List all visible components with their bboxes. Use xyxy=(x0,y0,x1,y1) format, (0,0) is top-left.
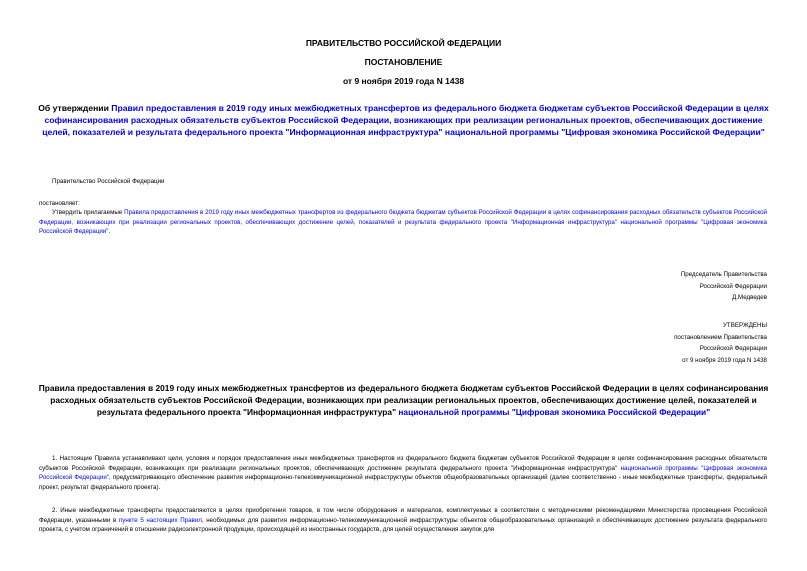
signature-block xyxy=(500,270,767,303)
approve-rules-link[interactable]: Правила предоставления в 2019 году иных межбюджетных трансфертов из федерального бюджета бюджетам субъектов Российской Федерации в целях софинансирования расходных обязательств субъектов Российской Федерации, возникающих при реализации региональных проектов, обеспечивающих достижение целей, показателей и результата федерального проекта "Информационная инфраструктура" национальной программы "Цифровая экономика Российской Федерации" xyxy=(39,209,767,236)
approved-block xyxy=(500,321,767,365)
paragraph-1-text-1: 1. Настоящие Правила устанавливают цели, условия и порядок предоставления иных межбюджетных трансфертов из федерального бюджета бюджетам субъектов Российской Федерации в целях софинансирования расходных обязательств субъектов Российской Федерации, возникающих при реализации региональных проектов, обеспечивающих достижение результата федерального проекта "Информационная инфраструктура" xyxy=(39,455,767,472)
paragraph-2-clause-link[interactable]: пункте 5 настоящих Правил xyxy=(118,516,202,524)
document-date-number: от 9 ноября 2019 года N 1438 xyxy=(342,76,465,86)
rules-title-program-link[interactable]: национальной программы "Цифровая экономика Российской Федерации" xyxy=(398,407,711,417)
approve-paragraph xyxy=(39,208,767,237)
document-type: ПОСТАНОВЛЕНИЕ xyxy=(364,57,443,67)
government-ru: Правительство Российской Федерации xyxy=(52,178,165,185)
signature-name: Д.Медведев xyxy=(732,294,767,302)
approved-line-2: Российской Федерации xyxy=(699,345,767,353)
signature-line-1: Председатель Правительства xyxy=(680,271,767,278)
government-heading: ПРАВИТЕЛЬСТВО РОССИЙСКОЙ ФЕДЕРАЦИИ xyxy=(305,38,502,48)
resolves-text: постановляет: xyxy=(39,200,80,207)
approve-prefix: Утвердить прилагаемые xyxy=(52,209,125,216)
title-prefix: Об утверждении xyxy=(38,103,112,113)
paragraph-1-text-2: , предусматривающего обеспечение развития информационно-телекоммуникационной инфраструктуры объектов общеобразовательных организаций (далее соответственно - иные межбюджетные трансферты, федеральный проект, результат федерального проекта). xyxy=(39,474,767,491)
signature-line-2: Российской Федерации xyxy=(699,282,767,290)
rules-title xyxy=(28,382,779,418)
paragraph-2-text-1: 2. Иные межбюджетные трансферты предоставляются в целях приобретения товаров, в том числе оборудования и материалов, комплектуемых в соответствии с методическими рекомендациями Министерства просвещения Российской Федерации, указанными в xyxy=(39,507,767,524)
paragraph-1 xyxy=(39,454,767,492)
approved-line-1: постановлением Правительства xyxy=(674,333,767,341)
paragraph-1-program-link[interactable]: национальной программы "Цифровая экономика Российской Федерации" xyxy=(39,464,767,482)
approved-line-3: от 9 ноября 2019 года N 1438 xyxy=(682,356,767,364)
rules-title-text: Правила предоставления в 2019 году иных межбюджетных трансфертов из федерального бюджета бюджетам субъектов Российской Федерации в целях софинансирования расходных обязательств субъектов Российской Федерации, возникающих при реализации региональных проектов, обеспечивающих достижение целей, показателей и результата федерального проекта "Информационная инфраструктура" xyxy=(38,383,769,417)
paragraph-2 xyxy=(39,506,767,535)
document-title xyxy=(30,102,777,138)
title-rules-link[interactable]: Правил предоставления в 2019 году иных межбюджетных трансфертов из федерального бюджета бюджетам субъектов Российской Федерации в целях софинансирования расходных обязательств субъектов Российской Федерации, возникающих при реализации региональных проектов, обеспечивающих достижение целей, показателей и результата федерального проекта "Информационная инфраструктура" национальной программы "Цифровая экономика Российской Федерации" xyxy=(42,103,769,137)
paragraph-2-text-2: , необходимых для развития информационно-телекоммуникационной инфраструктуры объектов общеобразовательных организаций и обеспечивающих достижение результата федерального проекта, с учетом ограничений в отношении радиоэлектронной продукции, происходящей из иностранных государств, для целей осуществления закупок для xyxy=(39,516,767,534)
approve-suffix: . xyxy=(108,228,111,236)
approved-label: УТВЕРЖДЕНЫ xyxy=(723,322,767,329)
